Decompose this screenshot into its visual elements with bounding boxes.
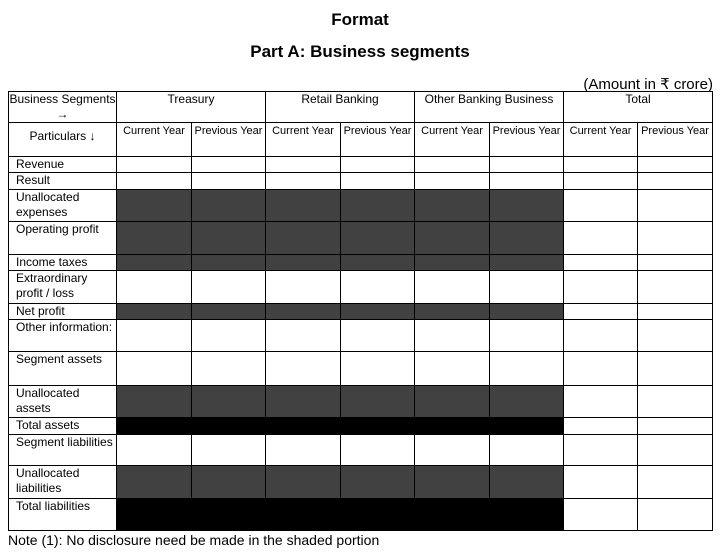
data-cell — [415, 466, 490, 499]
data-cell — [117, 157, 192, 173]
data-cell — [564, 435, 638, 466]
data-cell — [490, 222, 564, 255]
data-cell — [564, 271, 638, 304]
data-cell — [490, 271, 564, 304]
data-cell — [341, 255, 415, 271]
footnote: Note (1): No disclosure need be made in the shaded portion — [8, 532, 380, 548]
data-cell — [266, 222, 341, 255]
subheader-previous-year: Previous Year — [192, 123, 266, 157]
data-cell — [564, 304, 638, 320]
data-cell — [490, 418, 564, 435]
data-cell — [341, 386, 415, 418]
data-cell — [490, 190, 564, 222]
table-body — [9, 157, 713, 531]
data-cell — [415, 255, 490, 271]
data-cell — [638, 386, 713, 418]
data-cell — [266, 320, 341, 352]
data-cell — [638, 435, 713, 466]
business-segments-table — [8, 91, 713, 531]
data-cell — [266, 255, 341, 271]
row-label: Extraordinary profit / loss — [9, 271, 117, 304]
data-cell — [490, 352, 564, 386]
data-cell — [266, 418, 341, 435]
corner-header-particulars: Particulars ↓ — [9, 123, 117, 157]
data-cell — [117, 255, 192, 271]
data-cell — [266, 499, 341, 531]
row-label: Revenue — [9, 157, 117, 173]
row-label: Total liabilities — [9, 499, 117, 531]
table-row — [9, 352, 713, 386]
table-row — [9, 255, 713, 271]
data-cell — [341, 320, 415, 352]
data-cell — [192, 499, 266, 531]
row-label: Segment assets — [9, 352, 117, 386]
data-cell — [638, 173, 713, 190]
data-cell — [415, 435, 490, 466]
data-cell — [415, 157, 490, 173]
data-cell — [638, 190, 713, 222]
data-cell — [266, 173, 341, 190]
data-cell — [192, 271, 266, 304]
data-cell — [266, 386, 341, 418]
data-cell — [117, 190, 192, 222]
data-cell — [117, 271, 192, 304]
data-cell — [192, 435, 266, 466]
row-label: Unallocated expenses — [9, 190, 117, 222]
table-row — [9, 435, 713, 466]
data-cell — [341, 499, 415, 531]
data-cell — [341, 418, 415, 435]
data-cell — [564, 352, 638, 386]
table-row — [9, 157, 713, 173]
segment-header-retail-banking: Retail Banking — [266, 92, 415, 123]
row-label: Result — [9, 173, 117, 190]
data-cell — [638, 255, 713, 271]
subheader-previous-year: Previous Year — [341, 123, 415, 157]
data-cell — [192, 222, 266, 255]
data-cell — [192, 173, 266, 190]
table-row — [9, 271, 713, 304]
segment-header-other-banking: Other Banking Business — [415, 92, 564, 123]
data-cell — [638, 222, 713, 255]
segment-header-treasury: Treasury — [117, 92, 266, 123]
data-cell — [192, 352, 266, 386]
data-cell — [192, 466, 266, 499]
subheader-previous-year: Previous Year — [490, 123, 564, 157]
data-cell — [564, 418, 638, 435]
data-cell — [564, 255, 638, 271]
data-cell — [415, 499, 490, 531]
data-cell — [341, 466, 415, 499]
data-cell — [341, 435, 415, 466]
data-cell — [192, 386, 266, 418]
page-title: Format — [331, 10, 389, 29]
data-cell — [490, 466, 564, 499]
data-cell — [638, 352, 713, 386]
data-cell — [341, 271, 415, 304]
data-cell — [192, 255, 266, 271]
row-label: Segment liabilities — [9, 435, 117, 466]
data-cell — [415, 190, 490, 222]
data-cell — [638, 304, 713, 320]
data-cell — [415, 304, 490, 320]
data-cell — [117, 386, 192, 418]
data-cell — [490, 255, 564, 271]
data-cell — [638, 320, 713, 352]
row-label: Unallocated assets — [9, 386, 117, 418]
data-cell — [266, 190, 341, 222]
data-cell — [341, 304, 415, 320]
data-cell — [266, 271, 341, 304]
data-cell — [415, 352, 490, 386]
data-cell — [192, 320, 266, 352]
row-label: Income taxes — [9, 255, 117, 271]
data-cell — [266, 352, 341, 386]
data-cell — [117, 435, 192, 466]
table-row — [9, 304, 713, 320]
corner-header-segments: Business Segments → — [9, 92, 116, 121]
table-row — [9, 222, 713, 255]
data-cell — [638, 157, 713, 173]
data-cell — [490, 157, 564, 173]
table-row — [9, 418, 713, 435]
data-cell — [564, 173, 638, 190]
data-cell — [117, 222, 192, 255]
subheader-current-year: Current Year — [415, 123, 490, 157]
data-cell — [117, 173, 192, 190]
data-cell — [490, 304, 564, 320]
data-cell — [341, 157, 415, 173]
table-row — [9, 466, 713, 499]
data-cell — [415, 173, 490, 190]
data-cell — [415, 418, 490, 435]
data-cell — [638, 499, 713, 531]
data-cell — [415, 222, 490, 255]
data-cell — [266, 157, 341, 173]
table-row — [9, 386, 713, 418]
row-label: Total assets — [9, 418, 117, 435]
data-cell — [266, 466, 341, 499]
data-cell — [117, 466, 192, 499]
data-cell — [564, 320, 638, 352]
data-cell — [117, 304, 192, 320]
data-cell — [490, 435, 564, 466]
data-cell — [564, 386, 638, 418]
data-cell — [117, 499, 192, 531]
data-cell — [117, 418, 192, 435]
data-cell — [564, 157, 638, 173]
page-subtitle: Part A: Business segments — [250, 42, 470, 61]
data-cell — [117, 320, 192, 352]
data-cell — [192, 157, 266, 173]
data-cell — [415, 320, 490, 352]
data-cell — [490, 173, 564, 190]
subheader-current-year: Current Year — [117, 123, 192, 157]
data-cell — [490, 386, 564, 418]
data-cell — [564, 190, 638, 222]
row-label: Net profit — [9, 304, 117, 320]
data-cell — [341, 222, 415, 255]
data-cell — [490, 320, 564, 352]
data-cell — [564, 466, 638, 499]
row-label: Unallocated liabilities — [9, 466, 117, 499]
data-cell — [117, 352, 192, 386]
segment-header-total: Total — [564, 92, 713, 123]
table-row — [9, 190, 713, 222]
table-row — [9, 320, 713, 352]
data-cell — [564, 222, 638, 255]
table-row — [9, 173, 713, 190]
data-cell — [341, 190, 415, 222]
subheader-previous-year: Previous Year — [638, 123, 713, 157]
data-cell — [341, 352, 415, 386]
data-cell — [415, 386, 490, 418]
data-cell — [192, 304, 266, 320]
data-cell — [638, 418, 713, 435]
table-row — [9, 499, 713, 531]
data-cell — [266, 435, 341, 466]
data-cell — [192, 190, 266, 222]
data-cell — [490, 499, 564, 531]
data-cell — [341, 173, 415, 190]
subheader-current-year: Current Year — [266, 123, 341, 157]
row-label: Other information: — [9, 320, 117, 352]
subheader-current-year: Current Year — [564, 123, 638, 157]
data-cell — [415, 271, 490, 304]
data-cell — [564, 499, 638, 531]
row-label: Operating profit — [9, 222, 117, 255]
data-cell — [638, 466, 713, 499]
data-cell — [266, 304, 341, 320]
data-cell — [638, 271, 713, 304]
amount-unit-note: (Amount in ₹ crore) — [583, 76, 713, 93]
data-cell — [192, 418, 266, 435]
